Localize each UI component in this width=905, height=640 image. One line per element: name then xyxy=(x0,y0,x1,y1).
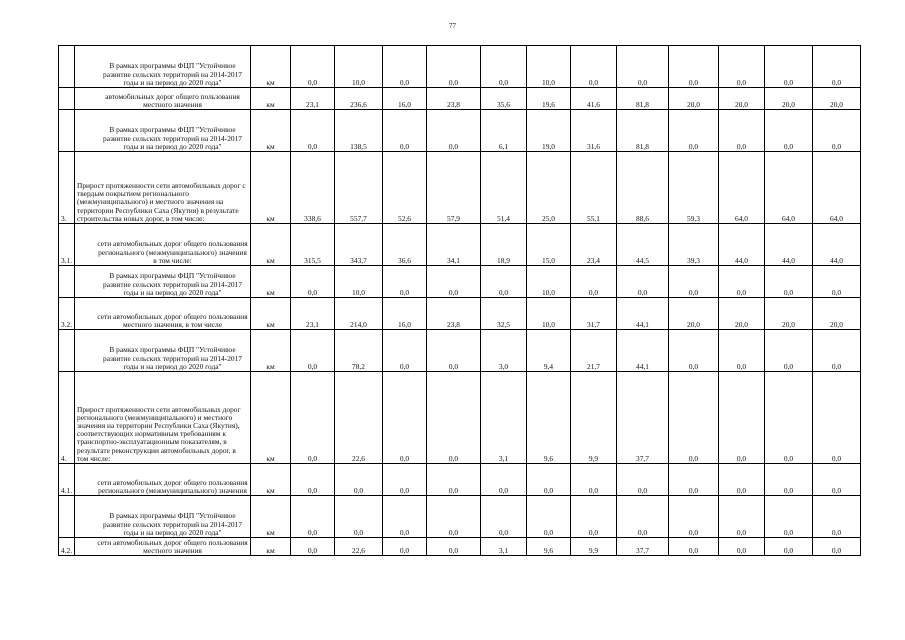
unit-cell: км xyxy=(251,330,291,372)
value-cell: 0,0 xyxy=(427,372,481,464)
value-cell: 41,6 xyxy=(571,88,617,110)
value-cell: 0,0 xyxy=(765,330,813,372)
value-cell: 22,6 xyxy=(335,372,383,464)
value-cell: 22,6 xyxy=(335,538,383,556)
unit-cell: км xyxy=(251,46,291,88)
value-cell: 44,1 xyxy=(617,298,669,330)
value-cell: 88,6 xyxy=(617,152,669,224)
value-cell: 0,0 xyxy=(765,110,813,152)
value-cell: 10,0 xyxy=(335,46,383,88)
value-cell: 16,0 xyxy=(383,298,427,330)
value-cell: 0,0 xyxy=(813,266,861,298)
table-row xyxy=(59,88,861,110)
indicator-name: В рамках программы ФЦП "Устойчивое развитие сельских территорий на 2014-2017 годы и на период до 2020 года" xyxy=(75,46,251,88)
value-cell: 64,0 xyxy=(719,152,765,224)
table-row xyxy=(59,46,861,88)
unit-cell: км xyxy=(251,152,291,224)
value-cell: 3,0 xyxy=(481,330,527,372)
value-cell: 3,1 xyxy=(481,372,527,464)
unit-cell: км xyxy=(251,266,291,298)
value-cell: 39,3 xyxy=(669,224,719,266)
value-cell: 0,0 xyxy=(383,372,427,464)
table-row xyxy=(59,496,861,538)
value-cell: 0,0 xyxy=(669,464,719,496)
value-cell: 0,0 xyxy=(291,110,335,152)
value-cell: 0,0 xyxy=(669,266,719,298)
value-cell: 0,0 xyxy=(669,538,719,556)
value-cell: 315,5 xyxy=(291,224,335,266)
value-cell: 37,7 xyxy=(617,372,669,464)
value-cell: 0,0 xyxy=(291,464,335,496)
value-cell: 0,0 xyxy=(571,464,617,496)
row-number: 4.1. xyxy=(59,464,75,496)
value-cell: 0,0 xyxy=(335,464,383,496)
value-cell: 0,0 xyxy=(383,496,427,538)
unit-cell: км xyxy=(251,372,291,464)
table-row xyxy=(59,464,861,496)
table-row xyxy=(59,152,861,224)
table-row xyxy=(59,298,861,330)
table-row xyxy=(59,330,861,372)
value-cell: 44,0 xyxy=(765,224,813,266)
value-cell: 9,6 xyxy=(527,538,571,556)
value-cell: 0,0 xyxy=(813,464,861,496)
value-cell: 20,0 xyxy=(719,298,765,330)
value-cell: 0,0 xyxy=(291,496,335,538)
value-cell: 9,9 xyxy=(571,538,617,556)
value-cell: 9,6 xyxy=(527,372,571,464)
value-cell: 18,9 xyxy=(481,224,527,266)
value-cell: 23,8 xyxy=(427,298,481,330)
value-cell: 0,0 xyxy=(669,372,719,464)
value-cell: 0,0 xyxy=(669,330,719,372)
row-number: 4.2. xyxy=(59,538,75,556)
value-cell: 138,5 xyxy=(335,110,383,152)
value-cell: 338,6 xyxy=(291,152,335,224)
table-row xyxy=(59,224,861,266)
value-cell: 0,0 xyxy=(291,330,335,372)
value-cell: 20,0 xyxy=(719,88,765,110)
indicator-name: В рамках программы ФЦП "Устойчивое развитие сельских территорий на 2014-2017 годы и на период до 2020 года" xyxy=(75,330,251,372)
value-cell: 78,2 xyxy=(335,330,383,372)
unit-cell: км xyxy=(251,88,291,110)
indicator-name: сети автомобильных дорог общего пользования местного значения, в том числе xyxy=(75,298,251,330)
value-cell: 0,0 xyxy=(813,372,861,464)
value-cell: 81,8 xyxy=(617,88,669,110)
indicator-name: В рамках программы ФЦП "Устойчивое развитие сельских территорий на 2014-2017 годы и на период до 2020 года" xyxy=(75,110,251,152)
table-row xyxy=(59,538,861,556)
value-cell: 0,0 xyxy=(383,266,427,298)
value-cell: 0,0 xyxy=(383,46,427,88)
value-cell: 44,0 xyxy=(813,224,861,266)
row-number xyxy=(59,110,75,152)
value-cell: 0,0 xyxy=(765,464,813,496)
value-cell: 44,0 xyxy=(719,224,765,266)
value-cell: 0,0 xyxy=(427,538,481,556)
value-cell: 0,0 xyxy=(291,266,335,298)
value-cell: 0,0 xyxy=(719,464,765,496)
value-cell: 23,8 xyxy=(427,88,481,110)
value-cell: 0,0 xyxy=(765,266,813,298)
value-cell: 0,0 xyxy=(719,372,765,464)
indicator-name: сети автомобильных дорог общего пользования регионального (межмуниципального) значения в том числе: xyxy=(75,224,251,266)
value-cell: 236,6 xyxy=(335,88,383,110)
value-cell: 0,0 xyxy=(617,46,669,88)
value-cell: 0,0 xyxy=(617,464,669,496)
value-cell: 0,0 xyxy=(383,464,427,496)
value-cell: 343,7 xyxy=(335,224,383,266)
value-cell: 0,0 xyxy=(291,46,335,88)
value-cell: 57,9 xyxy=(427,152,481,224)
value-cell: 10,0 xyxy=(527,46,571,88)
value-cell: 55,1 xyxy=(571,152,617,224)
value-cell: 10,0 xyxy=(527,298,571,330)
unit-cell: км xyxy=(251,110,291,152)
value-cell: 0,0 xyxy=(719,538,765,556)
value-cell: 81,8 xyxy=(617,110,669,152)
row-number xyxy=(59,46,75,88)
value-cell: 31,7 xyxy=(571,298,617,330)
value-cell: 0,0 xyxy=(719,110,765,152)
value-cell: 0,0 xyxy=(719,46,765,88)
value-cell: 0,0 xyxy=(335,496,383,538)
value-cell: 0,0 xyxy=(617,266,669,298)
value-cell: 6,1 xyxy=(481,110,527,152)
value-cell: 0,0 xyxy=(427,46,481,88)
value-cell: 0,0 xyxy=(481,496,527,538)
value-cell: 214,0 xyxy=(335,298,383,330)
value-cell: 0,0 xyxy=(527,496,571,538)
value-cell: 19,6 xyxy=(527,88,571,110)
value-cell: 23,4 xyxy=(571,224,617,266)
value-cell: 0,0 xyxy=(571,46,617,88)
indicator-name: автомобильных дорог общего пользования местного значения xyxy=(75,88,251,110)
value-cell: 52,6 xyxy=(383,152,427,224)
value-cell: 0,0 xyxy=(669,110,719,152)
value-cell: 64,0 xyxy=(765,152,813,224)
indicator-name: Прирост протяженности сети автомобильных дорог с твердым покрытием регионального (межмуниципального) и местного значения на территории Республики Саха (Якутия) в результате строительства новых дорог, в том числе: xyxy=(75,152,251,224)
value-cell: 20,0 xyxy=(669,88,719,110)
value-cell: 0,0 xyxy=(813,538,861,556)
table-row xyxy=(59,266,861,298)
value-cell: 20,0 xyxy=(765,88,813,110)
value-cell: 0,0 xyxy=(813,330,861,372)
row-number xyxy=(59,496,75,538)
indicator-name: В рамках программы ФЦП "Устойчивое развитие сельских территорий на 2014-2017 годы и на период до 2020 года" xyxy=(75,266,251,298)
unit-cell: км xyxy=(251,464,291,496)
value-cell: 44,5 xyxy=(617,224,669,266)
value-cell: 0,0 xyxy=(291,538,335,556)
value-cell: 0,0 xyxy=(383,110,427,152)
value-cell: 0,0 xyxy=(427,464,481,496)
value-cell: 51,4 xyxy=(481,152,527,224)
value-cell: 0,0 xyxy=(813,496,861,538)
value-cell: 10,0 xyxy=(527,266,571,298)
unit-cell: км xyxy=(251,538,291,556)
value-cell: 20,0 xyxy=(813,298,861,330)
value-cell: 557,7 xyxy=(335,152,383,224)
value-cell: 3,1 xyxy=(481,538,527,556)
value-cell: 21,7 xyxy=(571,330,617,372)
value-cell: 44,1 xyxy=(617,330,669,372)
value-cell: 0,0 xyxy=(481,266,527,298)
value-cell: 0,0 xyxy=(571,496,617,538)
row-number xyxy=(59,88,75,110)
row-number: 3.1. xyxy=(59,224,75,266)
value-cell: 25,0 xyxy=(527,152,571,224)
value-cell: 0,0 xyxy=(383,538,427,556)
value-cell: 64,0 xyxy=(813,152,861,224)
value-cell: 0,0 xyxy=(427,496,481,538)
unit-cell: км xyxy=(251,298,291,330)
value-cell: 0,0 xyxy=(617,496,669,538)
value-cell: 9,9 xyxy=(571,372,617,464)
value-cell: 0,0 xyxy=(765,538,813,556)
value-cell: 20,0 xyxy=(765,298,813,330)
value-cell: 0,0 xyxy=(669,46,719,88)
value-cell: 37,7 xyxy=(617,538,669,556)
value-cell: 0,0 xyxy=(765,372,813,464)
value-cell: 0,0 xyxy=(427,330,481,372)
table-row xyxy=(59,372,861,464)
value-cell: 36,6 xyxy=(383,224,427,266)
value-cell: 16,0 xyxy=(383,88,427,110)
table-row xyxy=(59,110,861,152)
value-cell: 35,6 xyxy=(481,88,527,110)
value-cell: 10,0 xyxy=(335,266,383,298)
value-cell: 0,0 xyxy=(765,496,813,538)
value-cell: 0,0 xyxy=(481,464,527,496)
value-cell: 0,0 xyxy=(669,496,719,538)
indicator-name: сети автомобильных дорог общего пользования регионального (межмуниципального) значения xyxy=(75,464,251,496)
value-cell: 0,0 xyxy=(765,46,813,88)
value-cell: 0,0 xyxy=(719,496,765,538)
value-cell: 0,0 xyxy=(481,46,527,88)
value-cell: 23,1 xyxy=(291,298,335,330)
value-cell: 0,0 xyxy=(571,266,617,298)
value-cell: 0,0 xyxy=(383,330,427,372)
value-cell: 32,5 xyxy=(481,298,527,330)
value-cell: 0,0 xyxy=(813,110,861,152)
value-cell: 0,0 xyxy=(527,464,571,496)
indicator-name: В рамках программы ФЦП "Устойчивое развитие сельских территорий на 2014-2017 годы и на период до 2020 года" xyxy=(75,496,251,538)
value-cell: 0,0 xyxy=(813,46,861,88)
row-number xyxy=(59,266,75,298)
value-cell: 0,0 xyxy=(719,330,765,372)
value-cell: 31,6 xyxy=(571,110,617,152)
row-number: 4. xyxy=(59,372,75,464)
value-cell: 20,0 xyxy=(669,298,719,330)
row-number: 3.2. xyxy=(59,298,75,330)
row-number xyxy=(59,330,75,372)
value-cell: 15,0 xyxy=(527,224,571,266)
indicators-table xyxy=(58,45,861,556)
value-cell: 20,0 xyxy=(813,88,861,110)
unit-cell: км xyxy=(251,224,291,266)
value-cell: 0,0 xyxy=(427,266,481,298)
value-cell: 23,1 xyxy=(291,88,335,110)
value-cell: 0,0 xyxy=(291,372,335,464)
value-cell: 19,0 xyxy=(527,110,571,152)
value-cell: 0,0 xyxy=(427,110,481,152)
value-cell: 59,3 xyxy=(669,152,719,224)
indicator-name: сети автомобильных дорог общего пользования местного значения xyxy=(75,538,251,556)
value-cell: 9,4 xyxy=(527,330,571,372)
indicator-name: Прирост протяженности сети автомобильных дорог регионального (межмуниципального) и местного значения на территории Республики Саха (Якутия), соответствующих нормативным требованиям к транспортно-эксплуатационным показателям, в результате реконструкции автомобильных дорог, в том числе: xyxy=(75,372,251,464)
unit-cell: км xyxy=(251,496,291,538)
value-cell: 34,1 xyxy=(427,224,481,266)
page-number: 77 xyxy=(449,22,456,30)
value-cell: 0,0 xyxy=(719,266,765,298)
row-number: 3. xyxy=(59,152,75,224)
